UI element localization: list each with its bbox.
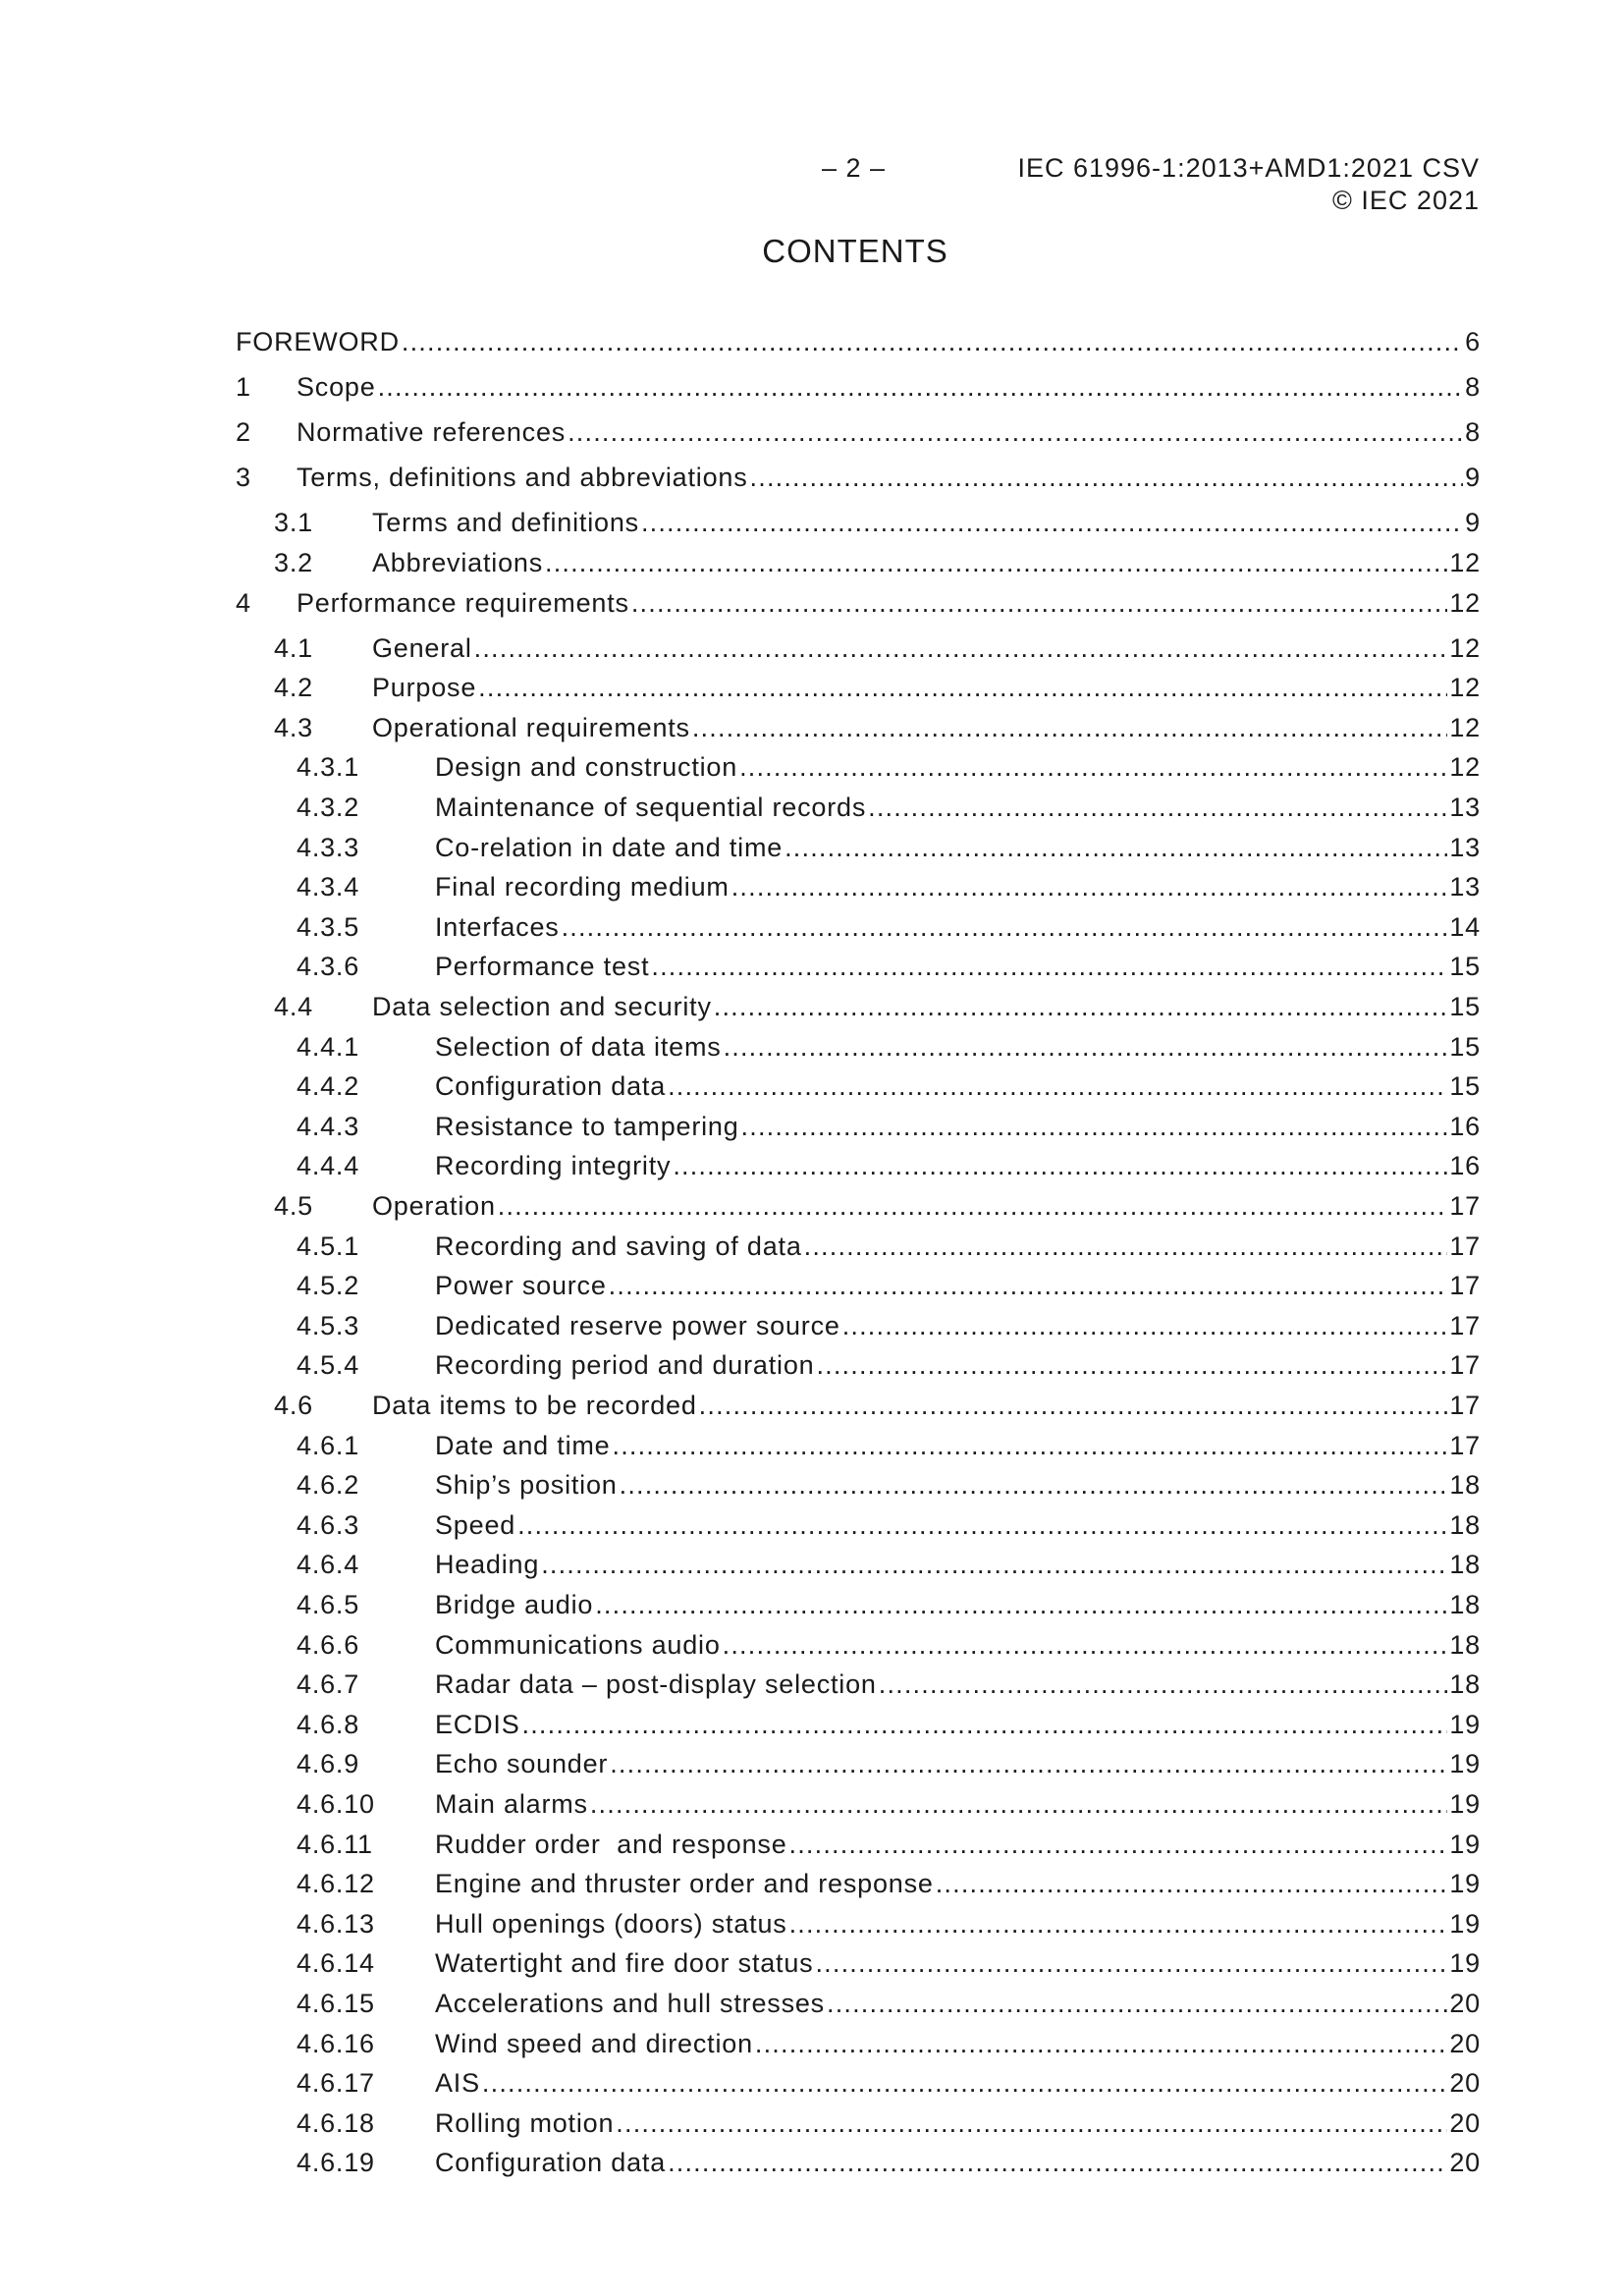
toc-entry-number: 4.6.18 [297, 2108, 375, 2138]
toc-entry-page: 17 [1449, 1271, 1481, 1300]
toc-entry-number: 4.3.1 [297, 752, 360, 782]
toc-entry-page: 13 [1449, 833, 1481, 862]
toc-entry-page: 13 [1449, 793, 1481, 822]
toc-entry-page: 6 [1465, 327, 1481, 356]
toc-dot-leader [816, 1345, 1447, 1385]
toc-entry-title: Power source [435, 1271, 607, 1300]
toc-dot-leader [723, 1625, 1448, 1665]
toc-dot-leader [731, 867, 1448, 906]
toc-entry-page: 9 [1465, 463, 1481, 492]
toc-dot-leader [673, 1146, 1447, 1185]
toc-entry-title: Operational requirements [372, 713, 690, 742]
toc-entry-page: 19 [1449, 1710, 1481, 1739]
toc-entry-number: 4.6.15 [297, 1989, 375, 2018]
toc-entry-title: Normative references [297, 417, 567, 447]
toc-entry-title: Scope [297, 372, 376, 402]
contents-heading: CONTENTS [762, 233, 948, 269]
toc-entry-number: 4.3.5 [297, 912, 360, 942]
toc-entry-number: 1 [236, 372, 251, 402]
toc-entry-page: 15 [1449, 1032, 1481, 1062]
toc-entry-number: 4.2 [274, 673, 313, 702]
toc-entry[interactable] [236, 322, 1481, 361]
toc-entry-page: 19 [1449, 1749, 1481, 1778]
toc-dot-leader [699, 1386, 1448, 1425]
toc-entry[interactable] [236, 2063, 1481, 2103]
toc-entry-number: 4.3 [274, 713, 313, 742]
toc-entry-page: 19 [1449, 1909, 1481, 1939]
toc-dot-leader [402, 322, 1463, 361]
toc-dot-leader [750, 458, 1464, 497]
toc-entry-title: Date and time [435, 1431, 611, 1460]
toc-entry[interactable] [236, 1186, 1481, 1226]
toc-entry[interactable] [236, 2104, 1481, 2143]
toc-entry-page: 18 [1449, 1550, 1481, 1579]
toc-entry-page: 18 [1449, 1470, 1481, 1500]
toc-entry[interactable] [236, 747, 1481, 787]
toc-entry-number: 4.6.9 [297, 1749, 360, 1778]
toc-entry-number: 4.4 [274, 992, 313, 1021]
toc-entry-title: ECDIS [435, 1710, 520, 1739]
toc-entry-title: Hull openings (doors) status [435, 1909, 787, 1939]
toc-entry-page: 20 [1449, 2108, 1481, 2138]
toc-entry-page: 18 [1449, 1630, 1481, 1660]
toc-entry-number: 4.3.6 [297, 952, 360, 981]
toc-dot-leader [879, 1665, 1448, 1704]
toc-entry-page: 17 [1449, 1431, 1481, 1460]
toc-entry[interactable] [236, 629, 1481, 668]
toc-dot-leader [610, 1744, 1447, 1783]
toc-entry[interactable] [236, 1107, 1481, 1146]
toc-entry-page: 15 [1449, 1071, 1481, 1101]
toc-entry-title: Performance requirements [297, 588, 629, 618]
toc-entry[interactable] [236, 867, 1481, 906]
toc-entry[interactable] [236, 1306, 1481, 1345]
toc-entry-title: Radar data – post-display selection [435, 1669, 877, 1699]
toc-entry-page: 12 [1449, 713, 1481, 742]
toc-dot-leader [641, 503, 1463, 542]
toc-entry[interactable] [236, 987, 1481, 1026]
toc-entry-title: Ship’s position [435, 1470, 618, 1500]
toc-entry[interactable] [236, 1465, 1481, 1504]
toc-entry-title: Wind speed and direction [435, 2029, 753, 2058]
toc-entry-page: 13 [1449, 872, 1481, 902]
toc-entry-number: 4.6.17 [297, 2068, 375, 2098]
toc-entry-page: 12 [1449, 673, 1481, 702]
toc-entry[interactable] [236, 668, 1481, 707]
toc-entry-title: FOREWORD [236, 327, 400, 356]
toc-dot-leader [474, 629, 1448, 668]
toc-entry[interactable] [236, 1705, 1481, 1744]
toc-entry[interactable] [236, 503, 1481, 542]
toc-entry-page: 18 [1449, 1510, 1481, 1540]
toc-dot-leader [631, 583, 1448, 623]
toc-entry-number: 3 [236, 463, 251, 492]
toc-entry-page: 20 [1449, 2029, 1481, 2058]
toc-entry-title: Data selection and security [372, 992, 712, 1021]
toc-entry-number: 2 [236, 417, 251, 447]
toc-dot-leader [739, 747, 1447, 787]
toc-dot-leader [541, 1545, 1447, 1584]
toc-entry-title: Heading [435, 1550, 540, 1579]
toc-entry-title: Accelerations and hull stresses [435, 1989, 825, 2018]
toc-entry-title: Rudder order and response [435, 1830, 787, 1859]
toc-entry-page: 8 [1465, 372, 1481, 402]
toc-entry-page: 17 [1449, 1350, 1481, 1380]
toc-dot-leader [517, 1505, 1447, 1545]
toc-entry[interactable] [236, 1266, 1481, 1305]
toc-entry[interactable] [236, 1744, 1481, 1783]
toc-entry-number: 4.4.3 [297, 1112, 360, 1141]
document-identifier: IEC 61996-1:2013+AMD1:2021 CSV [1017, 153, 1480, 183]
toc-entry-number: 4.5.4 [297, 1350, 360, 1380]
toc-entry-number: 4.4.2 [297, 1071, 360, 1101]
toc-entry-page: 17 [1449, 1231, 1481, 1261]
copyright-notice: © IEC 2021 [1332, 186, 1480, 215]
toc-entry-title: Engine and thruster order and response [435, 1869, 934, 1898]
toc-entry[interactable] [236, 543, 1481, 582]
toc-dot-leader [609, 1266, 1448, 1305]
toc-entry[interactable] [236, 1825, 1481, 1864]
toc-entry[interactable] [236, 1227, 1481, 1266]
toc-entry-number: 4.6.3 [297, 1510, 360, 1540]
toc-entry[interactable] [236, 907, 1481, 947]
toc-entry-page: 17 [1449, 1391, 1481, 1420]
toc-entry-page: 9 [1465, 508, 1481, 537]
toc-dot-leader [789, 1825, 1448, 1864]
toc-entry-title: Interfaces [435, 912, 560, 942]
toc-entry-title: General [372, 633, 472, 663]
toc-entry[interactable] [236, 708, 1481, 747]
toc-entry-number: 4.4.1 [297, 1032, 360, 1062]
toc-entry-number: 4.6.6 [297, 1630, 360, 1660]
toc-entry[interactable] [236, 1784, 1481, 1824]
toc-dot-leader [741, 1107, 1448, 1146]
toc-entry[interactable] [236, 1345, 1481, 1385]
toc-entry-page: 12 [1449, 588, 1481, 618]
toc-entry-title: Bridge audio [435, 1590, 594, 1619]
toc-dot-leader [482, 2063, 1447, 2103]
toc-entry-title: Purpose [372, 673, 477, 702]
toc-entry-title: Maintenance of sequential records [435, 793, 867, 822]
toc-entry-page: 20 [1449, 2068, 1481, 2098]
toc-entry[interactable] [236, 1545, 1481, 1584]
toc-entry-number: 4.6.5 [297, 1590, 360, 1619]
toc-dot-leader [784, 828, 1447, 867]
toc-entry-number: 4.6.19 [297, 2148, 375, 2177]
toc-dot-leader [562, 907, 1448, 947]
toc-entry-title: Recording integrity [435, 1151, 672, 1180]
toc-entry-page: 16 [1449, 1151, 1481, 1180]
toc-entry-title: Configuration data [435, 1071, 667, 1101]
toc-entry[interactable] [236, 458, 1481, 497]
toc-entry[interactable] [236, 1625, 1481, 1665]
toc-entry-title: Data items to be recorded [372, 1391, 697, 1420]
toc-entry-page: 12 [1449, 548, 1481, 577]
toc-entry-page: 19 [1449, 1789, 1481, 1819]
toc-dot-leader [620, 1465, 1448, 1504]
toc-entry-number: 4.6.7 [297, 1669, 360, 1699]
toc-dot-leader [616, 2104, 1447, 2143]
toc-entry-title: AIS [435, 2068, 480, 2098]
toc-entry-number: 4.5.3 [297, 1311, 360, 1340]
toc-entry-title: Speed [435, 1510, 516, 1540]
toc-entry-title: Selection of data items [435, 1032, 722, 1062]
toc-entry-page: 17 [1449, 1311, 1481, 1340]
toc-entry-page: 18 [1449, 1669, 1481, 1699]
toc-entry[interactable] [236, 947, 1481, 986]
toc-entry-number: 3.2 [274, 548, 313, 577]
toc-entry-number: 4.4.4 [297, 1151, 360, 1180]
toc-entry-page: 20 [1449, 2148, 1481, 2177]
toc-entry-title: Watertight and fire door status [435, 1948, 814, 1978]
toc-entry-number: 4.5.1 [297, 1231, 360, 1261]
toc-entry[interactable] [236, 1426, 1481, 1465]
toc-entry-title: Configuration data [435, 2148, 667, 2177]
toc-entry-title: Performance test [435, 952, 650, 981]
toc-dot-leader [522, 1705, 1448, 1744]
toc-dot-leader [868, 788, 1447, 827]
toc-dot-leader [668, 2143, 1447, 2182]
toc-entry[interactable] [236, 1146, 1481, 1185]
toc-dot-leader [668, 1066, 1447, 1106]
toc-entry-number: 4.6.4 [297, 1550, 360, 1579]
toc-entry-title: Design and construction [435, 752, 738, 782]
toc-entry[interactable] [236, 1585, 1481, 1624]
toc-entry-number: 4.1 [274, 633, 313, 663]
toc-entry-title: Final recording medium [435, 872, 730, 902]
toc-entry-number: 4.6.2 [297, 1470, 360, 1500]
toc-entry-number: 4 [236, 588, 251, 618]
toc-dot-leader [755, 2024, 1447, 2063]
toc-entry-page: 15 [1449, 952, 1481, 981]
toc-entry-page: 20 [1449, 1989, 1481, 2018]
toc-entry-page: 16 [1449, 1112, 1481, 1141]
toc-dot-leader [827, 1984, 1447, 2023]
toc-entry-number: 4.3.2 [297, 793, 360, 822]
toc-entry-title: Rolling motion [435, 2108, 615, 2138]
toc-entry-number: 4.3.4 [297, 872, 360, 902]
toc-entry-page: 19 [1449, 1869, 1481, 1898]
toc-entry-number: 4.6.1 [297, 1431, 360, 1460]
toc-entry-number: 4.6.11 [297, 1830, 373, 1859]
toc-entry-page: 19 [1449, 1830, 1481, 1859]
toc-entry-number: 4.6 [274, 1391, 313, 1420]
toc-dot-leader [613, 1426, 1448, 1465]
toc-entry-title: Operation [372, 1191, 496, 1221]
toc-entry-number: 4.6.12 [297, 1869, 375, 1898]
toc-dot-leader [724, 1027, 1448, 1066]
toc-entry-number: 4.6.14 [297, 1948, 375, 1978]
toc-entry-title: Resistance to tampering [435, 1112, 739, 1141]
toc-entry-page: 8 [1465, 417, 1481, 447]
toc-entry-title: Communications audio [435, 1630, 721, 1660]
toc-entry[interactable] [236, 2024, 1481, 2063]
toc-entry-page: 18 [1449, 1590, 1481, 1619]
toc-entry-title: Dedicated reserve power source [435, 1311, 840, 1340]
toc-dot-leader [595, 1585, 1447, 1624]
toc-dot-leader [545, 543, 1447, 582]
toc-entry-number: 4.3.3 [297, 833, 360, 862]
toc-entry[interactable] [236, 2143, 1481, 2182]
toc-entry[interactable] [236, 1665, 1481, 1704]
toc-entry-title: Echo sounder [435, 1749, 609, 1778]
toc-dot-leader [478, 668, 1447, 707]
toc-entry[interactable] [236, 367, 1481, 407]
toc-entry-title: Abbreviations [372, 548, 543, 577]
toc-entry-number: 4.5 [274, 1191, 313, 1221]
toc-entry-title: Co-relation in date and time [435, 833, 784, 862]
toc-entry-page: 12 [1449, 633, 1481, 663]
toc-dot-leader [842, 1306, 1448, 1345]
toc-entry[interactable] [236, 1066, 1481, 1106]
toc-dot-leader [789, 1904, 1448, 1943]
toc-dot-leader [498, 1186, 1448, 1226]
toc-entry-number: 4.6.8 [297, 1710, 360, 1739]
toc-dot-leader [651, 947, 1447, 986]
toc-entry[interactable] [236, 1505, 1481, 1545]
toc-entry[interactable] [236, 1943, 1481, 1983]
toc-dot-leader [590, 1784, 1448, 1824]
toc-entry-title: Terms, definitions and abbreviations [297, 463, 748, 492]
toc-entry[interactable] [236, 828, 1481, 867]
toc-dot-leader [936, 1864, 1448, 1903]
toc-entry-title: Terms and definitions [372, 508, 639, 537]
toc-entry-number: 4.6.10 [297, 1789, 375, 1819]
toc-entry-page: 19 [1449, 1948, 1481, 1978]
toc-entry-page: 17 [1449, 1191, 1481, 1221]
toc-dot-leader [378, 367, 1464, 407]
toc-entry-title: Recording and saving of data [435, 1231, 802, 1261]
toc-entry[interactable] [236, 1386, 1481, 1425]
toc-dot-leader [804, 1227, 1448, 1266]
toc-entry[interactable] [236, 1984, 1481, 2023]
toc-entry-number: 4.5.2 [297, 1271, 360, 1300]
toc-entry-page: 14 [1449, 912, 1481, 942]
toc-entry-title: Main alarms [435, 1789, 588, 1819]
toc-entry-page: 12 [1449, 752, 1481, 782]
toc-entry[interactable] [236, 1027, 1481, 1066]
toc-entry[interactable] [236, 412, 1481, 452]
toc-dot-leader [815, 1943, 1447, 1983]
toc-entry[interactable] [236, 1864, 1481, 1903]
page-number: – 2 – [822, 153, 887, 183]
toc-dot-leader [714, 987, 1448, 1026]
toc-dot-leader [692, 708, 1448, 747]
toc-entry[interactable] [236, 583, 1481, 623]
toc-entry-page: 15 [1449, 992, 1481, 1021]
toc-entry-title: Recording period and duration [435, 1350, 815, 1380]
toc-entry-number: 3.1 [274, 508, 313, 537]
toc-entry[interactable] [236, 788, 1481, 827]
toc-entry[interactable] [236, 1904, 1481, 1943]
toc-entry-number: 4.6.16 [297, 2029, 375, 2058]
toc-dot-leader [568, 412, 1463, 452]
toc-entry-number: 4.6.13 [297, 1909, 375, 1939]
